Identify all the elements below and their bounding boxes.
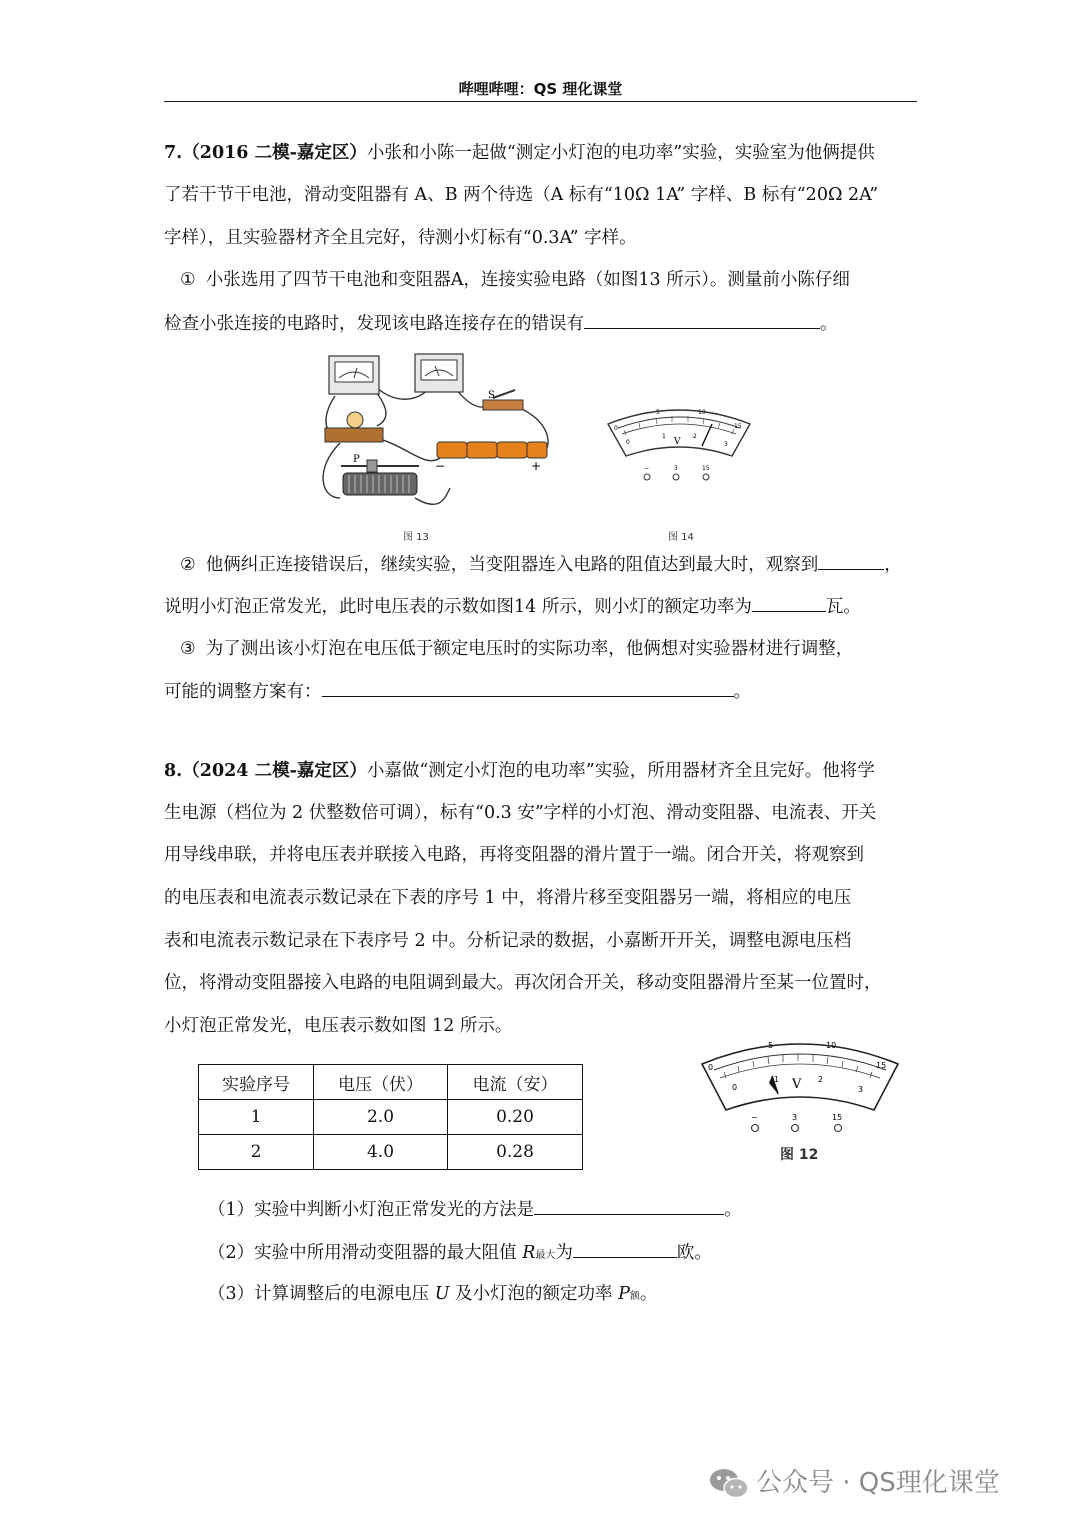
q7-stem-line-1 [164,140,875,166]
table-header-cell: 电压（伏） [314,1065,448,1100]
dial12-unit: V [792,1077,802,1092]
svg-text:+: + [531,459,542,473]
answer-blank-q7-3[interactable] [752,593,826,612]
q7-stem-line-2: 了若干节干电池，滑动变阻器有 A、B 两个待选（A 标有“10Ω 1A” 字样、B 标有“20Ω 2A” [164,185,879,205]
dial14-top-15: 15 [734,423,742,430]
q7-part2-text-1: 他俩纠正连接错误后，继续实验，当变阻器连入电路的阻值达到最大时，观察到 [205,555,819,575]
figure-13-circuit [315,348,560,526]
watermark-text: 公众号 · QS理化课堂 [756,1468,1000,1498]
answer-blank-q7-2[interactable] [818,551,884,570]
dial12-bottom-1: 1 [774,1075,780,1084]
q7-part3-line-1 [180,636,853,662]
q8-sub3-text-2: 及小灯泡的额定功率 [455,1284,613,1304]
table-cell: 2.0 [314,1100,448,1135]
dial12-top-15: 15 [876,1061,887,1070]
q8-sub3-end: 。 [639,1284,658,1304]
q7-part2-unit: 瓦。 [825,597,861,617]
q8-sub1-end: 。 [724,1200,742,1220]
svg-text:S: S [488,390,495,401]
q7-part3-line-2 [164,678,751,705]
q7-part1-line-1 [180,267,850,293]
answer-blank-q7-4[interactable] [322,678,734,697]
q7-part1-end: 。 [820,314,838,334]
q8-stem-line-3: 用导线串联，并将电压表并联接入电路，再将变阻器的滑片置于一端。闭合开关，将观察到 [164,845,864,865]
q8-stem-line-2: 生电源（档位为 2 伏整数倍可调），标有“0.3 安”字样的小灯泡、滑动变阻器、电流表、开关 [164,803,877,823]
table-cell: 0.20 [448,1100,583,1135]
q8-sub2-is: 为 [555,1243,573,1263]
q8-sub3-var-p: P [618,1284,630,1304]
dial12-bottom-0: 0 [732,1083,738,1092]
dial14-unit: V [674,437,681,447]
ammeter-icon [329,356,379,394]
q7-part1-mark: ① [180,270,196,290]
figure-14-caption: 图 14 [668,532,694,543]
voltmeter-icon [415,354,463,392]
dial12-top-0: 0 [708,1063,714,1072]
q8-sub3-subscript: 额 [629,1291,640,1302]
q8-sub2-unit: 欧。 [676,1243,712,1263]
table-cell: 0.28 [448,1135,583,1170]
dial14-top-5: 5 [656,409,660,416]
rheostat-icon [341,454,419,495]
switch-icon [483,390,523,410]
wechat-icon [708,1466,750,1500]
q8-stem-text-1: 小嘉做“测定小灯泡的电功率”实验，所用器材齐全且完好。他将学 [366,761,875,781]
q8-sub3-var-u: U [434,1284,450,1304]
q8-stem-line-6: 位，将滑动变阻器接入电路的电阻调到最大。再次闭合开关，移动变阻器滑片至某一位置时， [164,973,882,993]
dial14-bottom-3: 3 [724,441,728,448]
table-header-row [199,1065,583,1100]
dial14-bottom-0: 0 [626,439,630,446]
q7-part1-text-1: 小张选用了四节干电池和变阻器A，连接实验电路（如图13 所示）。测量前小陈仔细 [205,270,850,290]
q7-part2-text-2: 说明小灯泡正常发光，此时电压表的示数如图14 所示，则小灯的额定功率为 [164,597,752,617]
battery-icon [435,442,547,473]
dial14-top-10: 10 [698,409,706,416]
q8-stem-line-1 [164,758,875,784]
answer-blank-q8-1[interactable] [534,1196,724,1215]
dial14-bottom-2: 2 [693,433,697,440]
q8-sub1 [208,1196,742,1223]
q7-part1-line-2 [164,310,838,337]
q7-part3-mark: ③ [180,639,196,659]
table-header-cell: 电流（安） [448,1065,583,1100]
q7-part2-line-2 [164,593,861,620]
q7-part2-end: ， [884,555,902,575]
q8-stem-line-4: 的电压表和电流表示数记录在下表的序号 1 中，将滑片移至变阻器另一端，将相应的电压 [164,888,852,908]
data-table [198,1064,583,1170]
answer-blank-q8-2[interactable] [573,1239,677,1258]
q7-part2-line-1 [180,551,902,578]
table-cell: 4.0 [314,1135,448,1170]
svg-text:P: P [353,454,360,465]
q8-sub3-text: （3）计算调整后的电源电压 [208,1284,430,1304]
q7-part3-end: 。 [733,682,751,702]
table-header-cell: 实验序号 [199,1065,314,1100]
q7-part3-text-1: 为了测出该小灯泡在电压低于额定电压时的实际功率，他俩想对实验器材进行调整， [205,639,854,659]
svg-text:15: 15 [832,1113,843,1122]
q7-part1-text-2: 检查小张连接的电路时，发现该电路连接存在的错误有 [164,314,584,334]
figure-13-caption: 图 13 [403,532,429,543]
q7-stem-line-3: 字样），且实验器材齐全且完好，待测小灯标有“0.3A” 字样。 [164,228,637,248]
q8-sub2-var: R [522,1243,536,1263]
dial12-top-5: 5 [768,1041,774,1050]
figure-14-voltmeter [604,404,754,484]
table-row [199,1100,583,1135]
dial14-top-0: 0 [614,425,618,432]
q8-sub1-text: （1）实验中判断小灯泡正常发光的方法是 [208,1200,535,1220]
dial14-bottom-1: 1 [662,433,666,440]
header-divider [164,101,917,102]
table-cell: 2 [199,1135,314,1170]
svg-text:3: 3 [792,1113,798,1122]
q7-stem-text-1: 小张和小陈一起做“测定小灯泡的电功率”实验，实验室为他俩提供 [366,143,875,163]
figure-12-caption: 图 12 [780,1147,819,1163]
svg-text:15: 15 [702,465,710,472]
page-header: 哔哩哔哩：QS 理化课堂 [458,80,623,98]
lamp-icon [325,412,383,442]
table-cell: 1 [199,1100,314,1135]
dial12-bottom-2: 2 [818,1075,824,1084]
dial12-bottom-3: 3 [858,1085,864,1094]
q8-stem-line-5: 表和电流表示数记录在下表序号 2 中。分析记录的数据，小嘉断开开关，调整电源电压档 [164,931,852,951]
q8-sub2-subscript: 最大 [535,1250,556,1261]
answer-blank-q7-1[interactable] [584,310,820,329]
q8-sub2 [208,1239,712,1269]
svg-text:−: − [751,1113,758,1122]
figure-12-voltmeter [698,1036,903,1146]
q8-sub2-text: （2）实验中所用滑动变阻器的最大阻值 [208,1243,517,1263]
dial12-top-10: 10 [826,1041,837,1050]
q7-part3-text-2: 可能的调整方案有： [164,682,322,702]
q7-part2-mark: ② [180,555,196,575]
svg-text:−: − [435,459,446,473]
svg-text:−: − [644,465,650,472]
q7-number: 7.（2016 二模-嘉定区） [164,143,367,163]
q8-stem-line-7: 小灯泡正常发光，电压表示数如图 12 所示。 [164,1016,513,1036]
svg-text:3: 3 [674,465,678,472]
q8-sub3 [208,1281,657,1310]
q8-number: 8.（2024 二模-嘉定区） [164,761,367,781]
table-row [199,1135,583,1170]
